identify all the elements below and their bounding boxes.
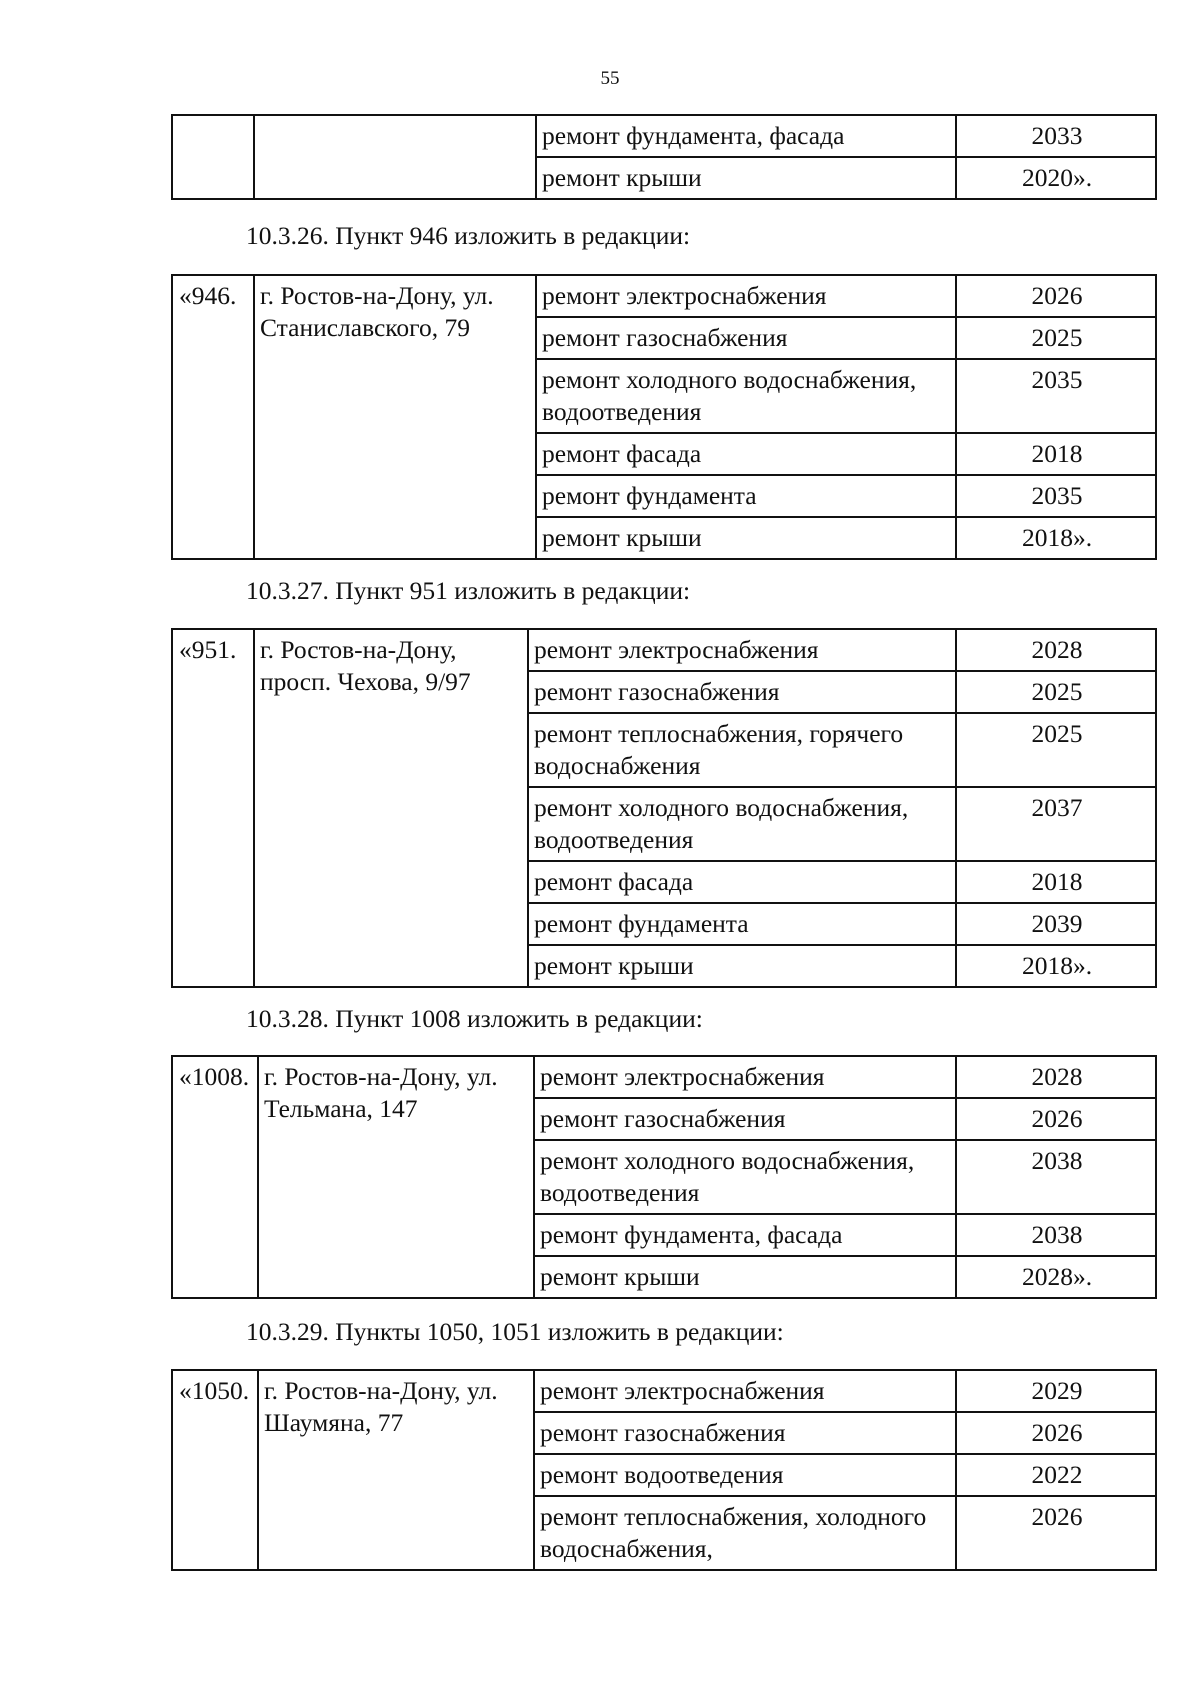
work-cell: ремонт электроснабжения xyxy=(534,1370,956,1412)
section-heading: 10.3.29. Пункты 1050, 1051 изложить в редакции: xyxy=(246,1317,784,1346)
work-cell: ремонт газоснабжения xyxy=(534,1412,956,1454)
address-cell: г. Ростов-на-Дону, ул. Тельмана, 147 xyxy=(258,1056,534,1298)
work-cell: ремонт теплоснабжения, горячего водоснабжения xyxy=(528,713,956,787)
year-cell: 2018 xyxy=(956,861,1156,903)
year-cell: 2035 xyxy=(956,475,1156,517)
year-cell: 2028 xyxy=(956,629,1156,671)
work-cell: ремонт газоснабжения xyxy=(534,1098,956,1140)
item-1050-table xyxy=(171,1369,1157,1571)
year-cell: 2028 xyxy=(956,1056,1156,1098)
item-946-table xyxy=(171,274,1157,560)
year-cell: 2028». xyxy=(956,1256,1156,1298)
work-cell: ремонт фундамента xyxy=(528,903,956,945)
year-cell: 2039 xyxy=(956,903,1156,945)
work-cell: ремонт крыши xyxy=(534,1256,956,1298)
table-row xyxy=(172,115,1156,157)
work-cell: ремонт крыши xyxy=(536,157,956,199)
work-cell: ремонт холодного водоснабжения, водоотведения xyxy=(534,1140,956,1214)
work-cell: ремонт фундамента xyxy=(536,475,956,517)
work-cell: ремонт электроснабжения xyxy=(534,1056,956,1098)
work-cell: ремонт водоотведения xyxy=(534,1454,956,1496)
year-cell: 2029 xyxy=(956,1370,1156,1412)
item-number-cell: «1050. xyxy=(172,1370,258,1570)
table-row xyxy=(172,275,1156,317)
work-cell: ремонт холодного водоснабжения, водоотведения xyxy=(536,359,956,433)
address-cell xyxy=(254,115,536,199)
table-row xyxy=(172,1370,1156,1412)
year-cell: 2038 xyxy=(956,1140,1156,1214)
work-cell: ремонт холодного водоснабжения, водоотведения xyxy=(528,787,956,861)
year-cell: 2025 xyxy=(956,713,1156,787)
table-row xyxy=(172,629,1156,671)
continuation-table xyxy=(171,114,1157,200)
address-cell: г. Ростов-на-Дону, просп. Чехова, 9/97 xyxy=(254,629,528,987)
work-cell: ремонт теплоснабжения, холодного водоснабжения, xyxy=(534,1496,956,1570)
address-cell: г. Ростов-на-Дону, ул. Станиславского, 79 xyxy=(254,275,536,559)
work-cell: ремонт фундамента, фасада xyxy=(534,1214,956,1256)
section-heading: 10.3.28. Пункт 1008 изложить в редакции: xyxy=(246,1004,703,1033)
work-cell: ремонт фундамента, фасада xyxy=(536,115,956,157)
item-number-cell: «1008. xyxy=(172,1056,258,1298)
work-cell: ремонт фасада xyxy=(528,861,956,903)
year-cell: 2025 xyxy=(956,671,1156,713)
year-cell: 2018». xyxy=(956,517,1156,559)
year-cell: 2033 xyxy=(956,115,1156,157)
year-cell: 2037 xyxy=(956,787,1156,861)
section-heading: 10.3.27. Пункт 951 изложить в редакции: xyxy=(246,576,691,605)
year-cell: 2020». xyxy=(956,157,1156,199)
year-cell: 2038 xyxy=(956,1214,1156,1256)
address-cell: г. Ростов-на-Дону, ул. Шаумяна, 77 xyxy=(258,1370,534,1570)
year-cell: 2035 xyxy=(956,359,1156,433)
work-cell: ремонт фасада xyxy=(536,433,956,475)
item-number-cell: «946. xyxy=(172,275,254,559)
work-cell: ремонт газоснабжения xyxy=(528,671,956,713)
table-row xyxy=(172,1056,1156,1098)
year-cell: 2018 xyxy=(956,433,1156,475)
work-cell: ремонт электроснабжения xyxy=(536,275,956,317)
item-number-cell xyxy=(172,115,254,199)
work-cell: ремонт электроснабжения xyxy=(528,629,956,671)
item-1008-table xyxy=(171,1055,1157,1299)
year-cell: 2026 xyxy=(956,275,1156,317)
work-cell: ремонт газоснабжения xyxy=(536,317,956,359)
year-cell: 2026 xyxy=(956,1098,1156,1140)
year-cell: 2022 xyxy=(956,1454,1156,1496)
page-number: 55 xyxy=(600,68,620,89)
year-cell: 2026 xyxy=(956,1496,1156,1570)
work-cell: ремонт крыши xyxy=(528,945,956,987)
item-951-table xyxy=(171,628,1157,988)
year-cell: 2018». xyxy=(956,945,1156,987)
item-number-cell: «951. xyxy=(172,629,254,987)
year-cell: 2025 xyxy=(956,317,1156,359)
work-cell: ремонт крыши xyxy=(536,517,956,559)
section-heading: 10.3.26. Пункт 946 изложить в редакции: xyxy=(246,221,691,250)
year-cell: 2026 xyxy=(956,1412,1156,1454)
